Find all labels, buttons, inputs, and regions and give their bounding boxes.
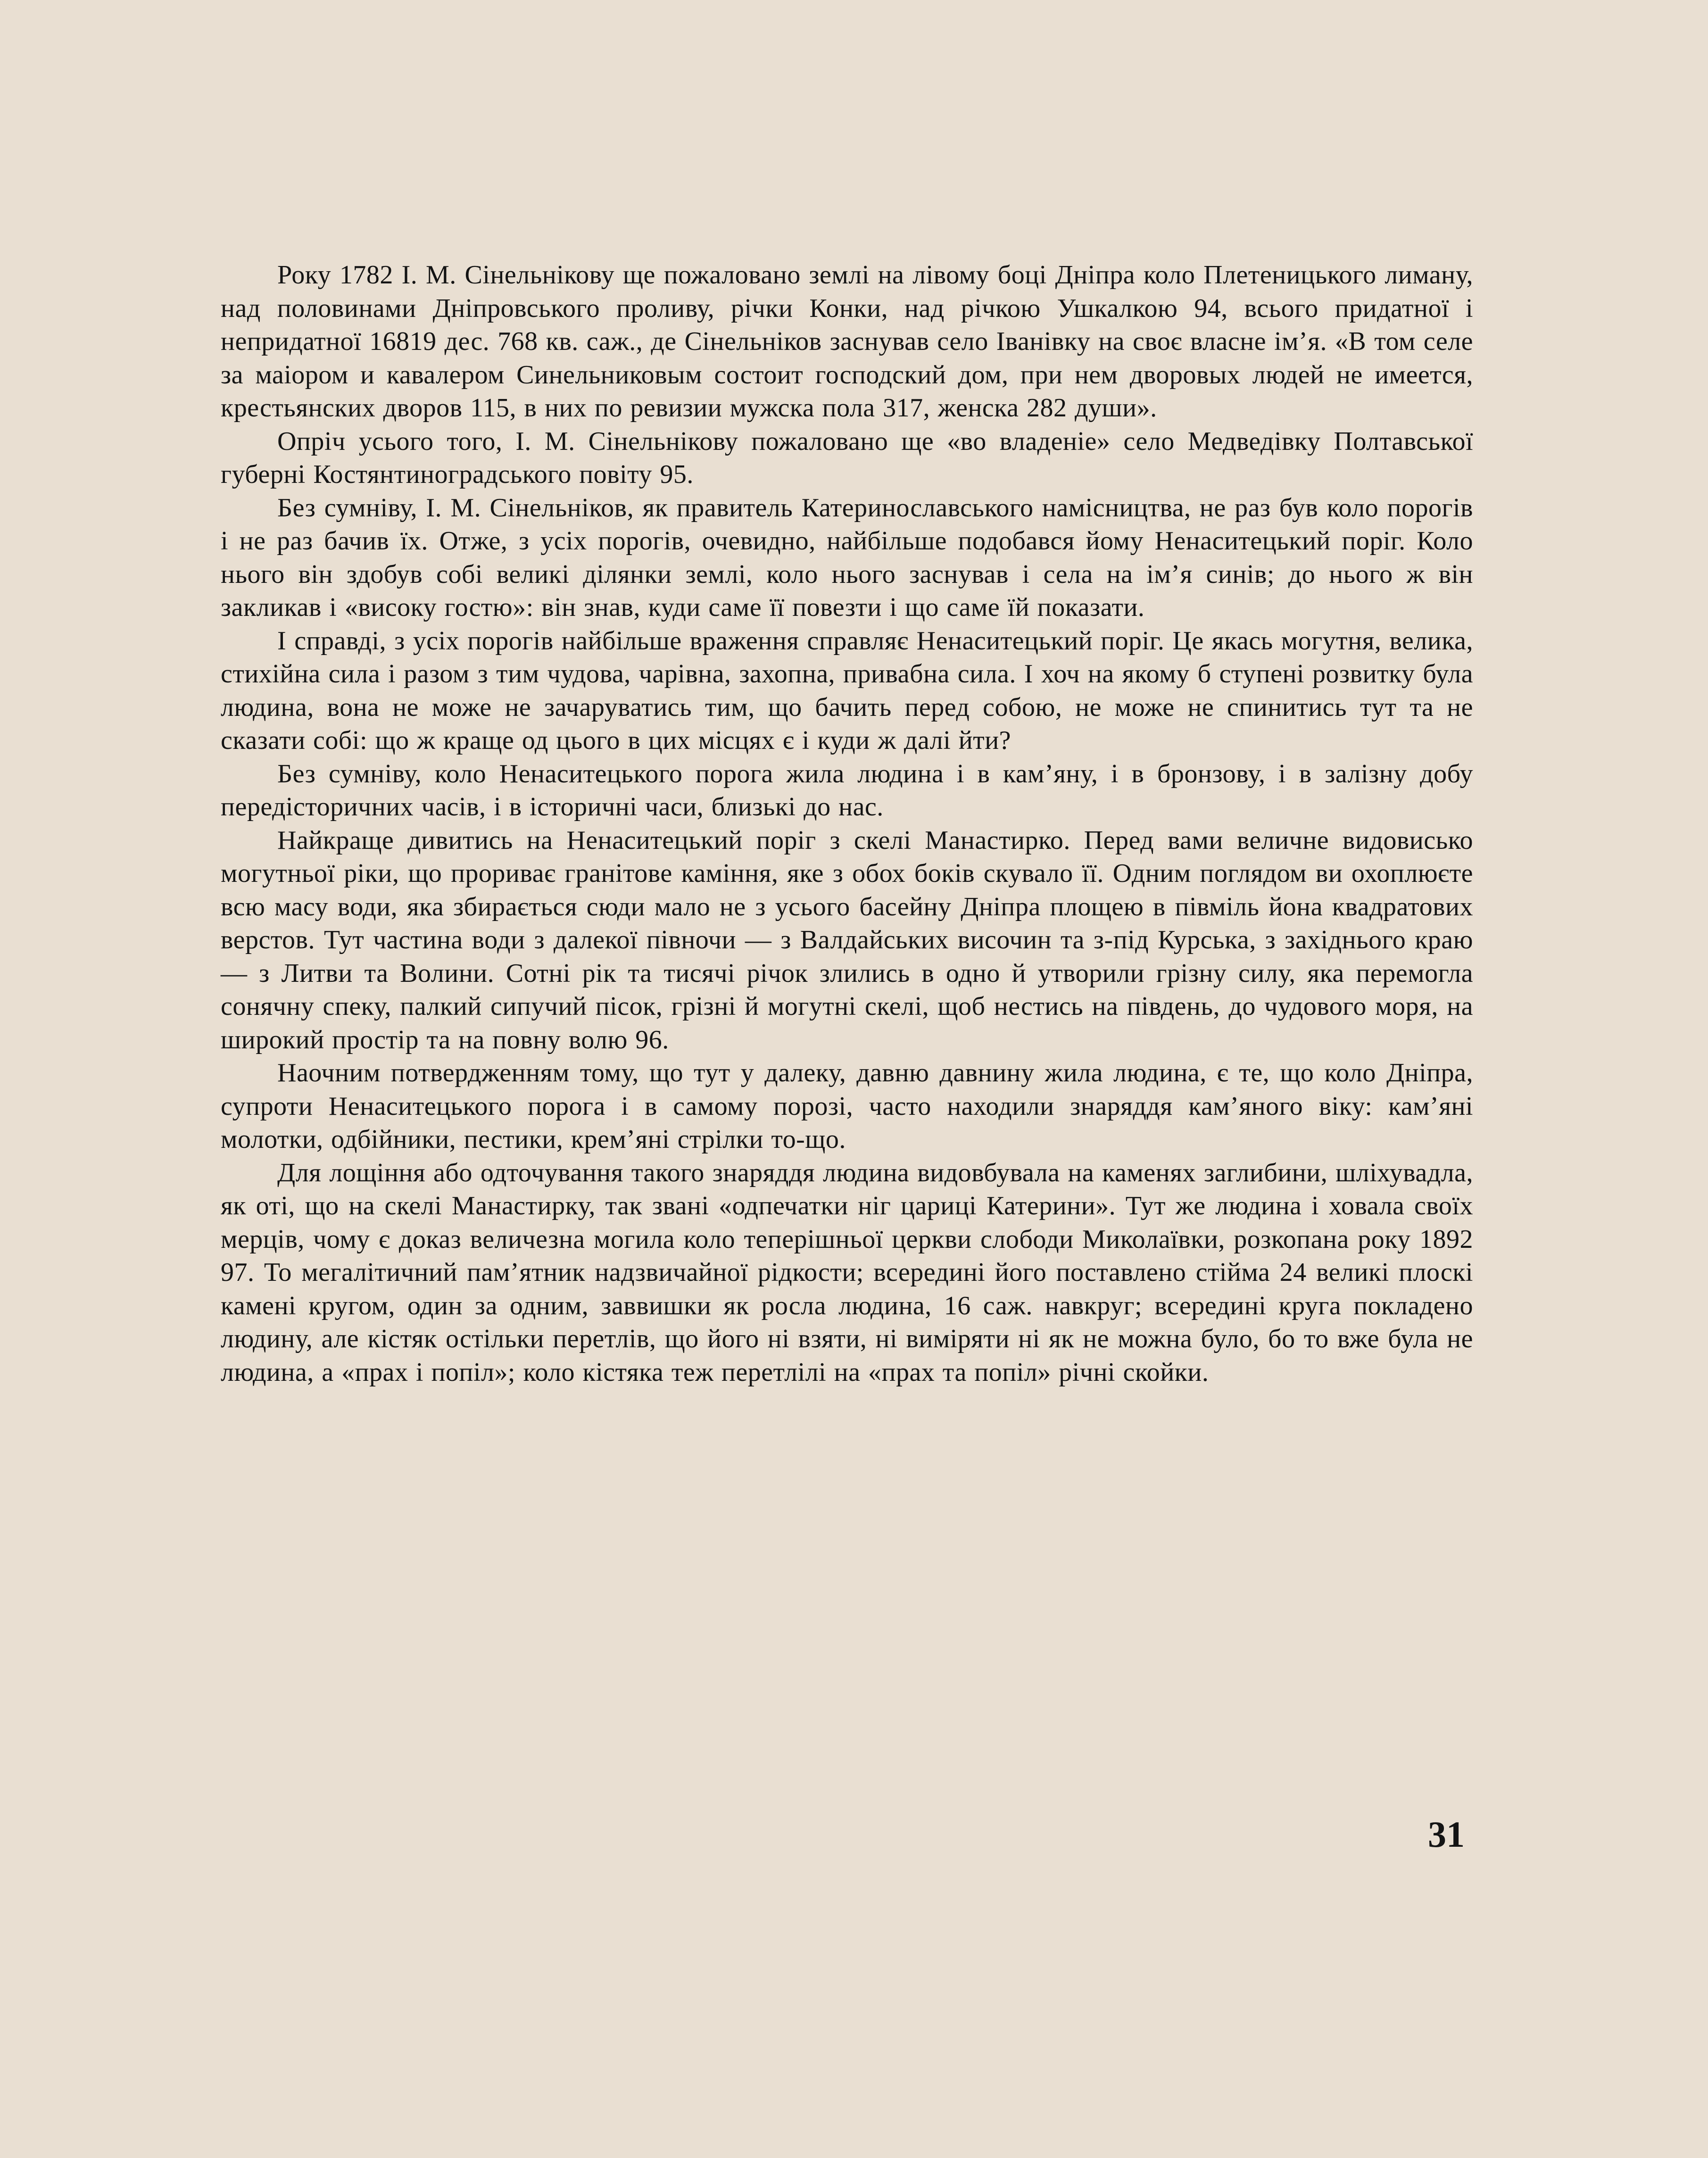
paragraph-4: І справді, з усіх порогів найбільше враження справляє Ненаситецький поріг. Це якась могутня, велика, стихійна сила і разом з тим чудова, чарівна, захопна, привабна сила. І хоч на якому б ступені розвитку була людина, вона не може не зачаруватись тим, що бачить перед собою, не може не спинитись тут та не сказати собі: що ж краще од цього в цих місцях є і куди ж далі йти? — [221, 626, 1473, 755]
paragraph-5: Без сумніву, коло Ненаситецького порога жила людина і в кам’яну, і в бронзову, і в залізну добу передісторичних часів, і в історичні часи, близькі до нас. — [221, 759, 1473, 822]
paragraph-8: Для лощіння або одточування такого знаряддя людина видовбувала на каменях заглибини, шліхувадла, як оті, що на скелі Манастирку, так звані «одпечатки ніг цариці Катерини». Тут же людина і ховала своїх мерців, чому є доказ величезна могила коло теперішньої церкви слободи Миколаївки, розкопана року 1892 97. То мегалітичний пам’ятник надзвичайної рідкости; всередині його поставлено стійма 24 великі плоскі камені кругом, один за одним, заввишки як росла людина, 16 саж. навкруг; всередині круга покладено людину, але кістяк остільки перетлів, що його ні взяти, ні виміряти ні як не можна було, бо то вже була не людина, а «прах і попіл»; коло кістяка теж перетлілі на «прах та попіл» річні скойки. — [221, 1158, 1473, 1387]
paragraph-2: Опріч усього того, І. М. Сінельнікову пожаловано ще «во владеніе» село Медведівку Полтавської губерні Костянтиноградського повіту 95. — [221, 426, 1473, 489]
paragraph-6: Найкраще дивитись на Ненаситецький поріг з скелі Манастирко. Перед вами величне видовисько могутньої ріки, що прориває гранітове каміння, яке з обох боків скувало її. Одним поглядом ви охоплюєте всю масу води, яка збирається сюди мало не з усього басейну Дніпра площею в півміль йона квадратових верстов. Тут частина води з далекої півночи — з Валдайських височин та з-під Курська, з західнього краю — з Литви та Волини. Сотні рік та тисячі річок злились в одно й утворили грізну силу, яка перемогла сонячну спеку, палкий сипучий пісок, грізні й могутні скелі, щоб нестись на південь, до чудового моря, на широкий простір та на повну волю 96. — [221, 825, 1473, 1054]
page-number: 31 — [1428, 1814, 1465, 1855]
paragraph-7: Наочним потвердженням тому, що тут у далеку, давню давнину жила людина, є те, що коло Дніпра, супроти Ненаситецького порога і в самому порозі, часто находили знаряддя кам’яного віку: кам’яні молотки, одбійники, пестики, крем’яні стрілки то-що. — [221, 1058, 1473, 1154]
paragraph-3: Без сумніву, І. М. Сінельніков, як правитель Катеринославського намісництва, не раз був коло порогів і не раз бачив їх. Отже, з усіх порогів, очевидно, найбільше подобався йому Ненаситецький поріг. Коло нього він здобув собі великі ділянки землі, коло нього заснував і села на ім’я синів; до нього ж він закликав і «високу гостю»: він знав, куди саме її повезти і що саме їй показати. — [221, 493, 1473, 622]
paragraph-1: Року 1782 І. М. Сінельнікову ще пожаловано землі на лівому боці Дніпра коло Плетеницького лиману, над половинами Дніпровського проливу, річки Конки, над річкою Ушкалкою 94, всього придатної і непридатної 16819 дес. 768 кв. саж., де Сінельніков заснував село Іванівку на своє власне ім’я. «В том селе за маіором и кавалером Синельниковым состоит господский дом, при нем дворовых людей не имеется, крестьянских дворов 115, в них по ревизии мужска пола 317, женска 282 души». — [221, 260, 1473, 423]
main-text — [221, 258, 1473, 1389]
